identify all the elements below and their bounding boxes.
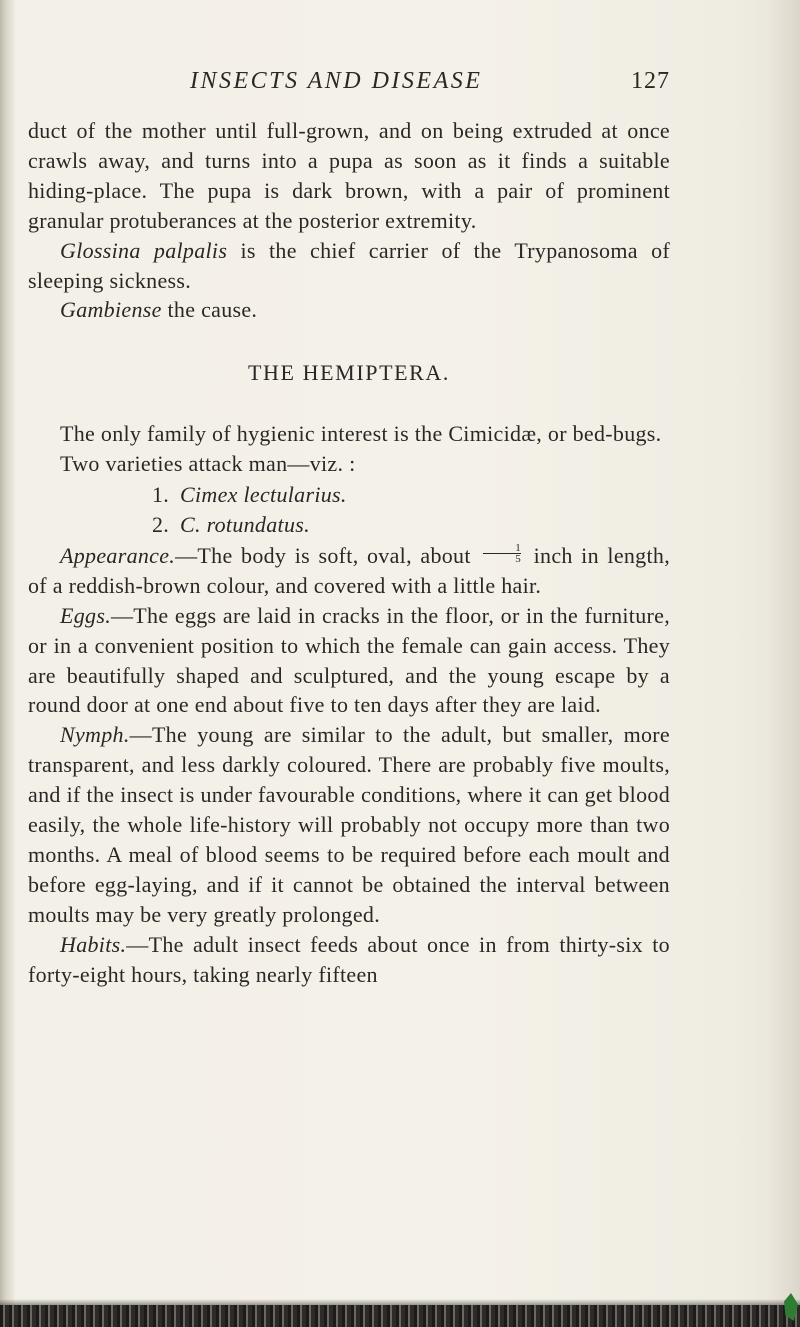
fraction-denominator: 5 — [483, 553, 521, 564]
subheading-term: Appearance. — [60, 542, 176, 568]
list-term: Cimex lectularius. — [180, 482, 347, 508]
paragraph-gambiense — [28, 295, 670, 325]
paragraph-varieties: Two varieties attack man—viz. : — [60, 451, 356, 477]
paragraph-eggs — [28, 601, 670, 721]
paragraph-text: is the chief carrier of the Trypanosoma of sleeping sickness. — [28, 237, 670, 293]
paragraph-habits — [28, 930, 670, 990]
fraction-numerator: 1 — [515, 542, 522, 555]
section-heading: THE HEMIPTERA. — [247, 360, 451, 386]
page-right-shadow — [770, 0, 800, 1310]
paragraph-appearance — [28, 541, 670, 601]
list-term: C. rotundatus. — [180, 511, 310, 537]
paragraph-nymph — [28, 720, 670, 929]
page-binding-edge — [0, 0, 14, 1310]
book-bottom-edge — [0, 1305, 800, 1327]
subheading-term: Nymph. — [60, 722, 130, 748]
list-item — [28, 480, 670, 510]
subheading-term: Eggs. — [60, 602, 111, 628]
paragraph-glossina — [28, 236, 670, 296]
fraction — [483, 543, 521, 564]
page-body — [28, 116, 670, 989]
paragraph-text: inch in length, of a reddish-brown colour, and covered with a little hair. — [28, 542, 670, 598]
species-term: Glossina palpalis — [60, 237, 228, 263]
paragraph-family: The only family of hygienic interest is the Cimicidæ, or bed-bugs. — [60, 421, 662, 447]
paragraph-text: —The young are similar to the adult, but smaller, more transparent, and less darkly coloured. There are probably five moults, and if the insect is under favourable conditions, where it can get blood easily, the whole life-history will probably not occupy more than two months. A meal of blood seems to be required before each moult and before egg-laying, and if it cannot be obtained the interval between moults may be very greatly prolonged. — [28, 722, 670, 927]
page-header — [190, 68, 670, 104]
paragraph-text: the cause. — [161, 297, 258, 323]
running-head: INSECTS AND DISEASE — [190, 68, 483, 94]
varieties-list — [28, 480, 670, 540]
species-term: Gambiense — [60, 297, 162, 323]
paragraph-text: —The adult insect feeds about once in from thirty-six to forty-eight hours, taking nearly fifteen — [28, 931, 670, 987]
page-number: 127 — [631, 68, 670, 94]
list-number: 2. — [152, 511, 170, 537]
paragraph-pupa: duct of the mother until full-grown, and on being extruded at once crawls away, and turns into a pupa as soon as it finds a suitable hiding-place. The pupa is dark brown, with a pair of prominent granular protuberances at the posterior extremity. — [28, 118, 670, 233]
list-item — [28, 510, 670, 540]
list-number: 1. — [152, 482, 170, 508]
paragraph-text: —The eggs are laid in cracks in the floor, or in the furniture, or in a convenient position to which the female can gain access. They are beautifully shaped and sculptured, and the young escape by a round door at one end about five to ten days after they are laid. — [28, 602, 670, 718]
subheading-term: Habits. — [60, 931, 127, 957]
paragraph-text: —The body is soft, oval, about — [175, 542, 480, 568]
